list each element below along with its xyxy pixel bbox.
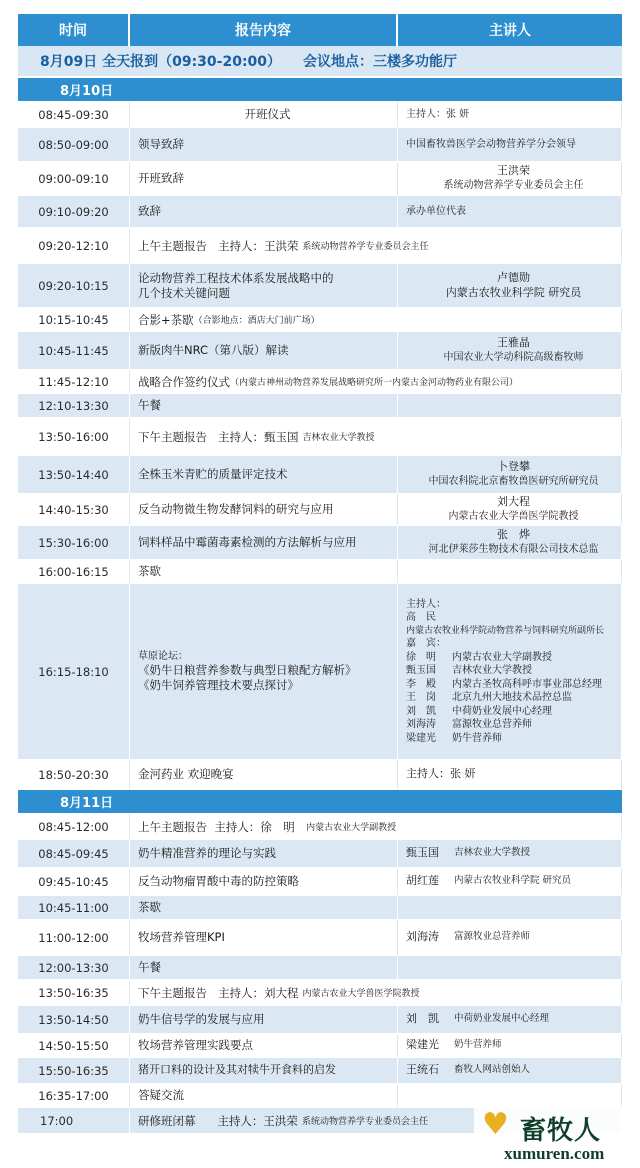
guest-row (406, 678, 602, 692)
speaker-name: 刘大程 (497, 495, 530, 509)
time-cell: 15:30-16:00 (18, 526, 130, 559)
table-row (18, 264, 622, 308)
speaker-cell (398, 162, 622, 195)
time-cell: 10:45-11:45 (18, 332, 130, 369)
table-row (18, 308, 622, 332)
content-cell: 茶歇 (130, 896, 398, 919)
guest-name: 徐 明 (406, 651, 436, 663)
speaker-name: 王洪荣 (497, 164, 530, 178)
content-cell: 饲料样品中霉菌毒素检测的方法解析与应用 (130, 526, 398, 559)
day-header: 8月10日 (18, 78, 622, 102)
session-host: 主持人：甄玉国 (217, 429, 299, 444)
forum-talk: 《奶牛日粮营养参数与典型日粮配方解析》 (138, 663, 357, 678)
forum-host-name: 高 民 (406, 612, 436, 624)
speaker-cell (398, 394, 622, 417)
time-cell: 18:50-20:30 (18, 760, 130, 789)
guest-name: 李 殿 (406, 678, 436, 690)
agenda-table (18, 14, 622, 1134)
table-row (18, 370, 622, 394)
time-cell: 11:45-12:10 (18, 370, 130, 393)
session-host-note: 吉林农业大学教授 (302, 433, 375, 443)
speaker-cell (398, 1006, 622, 1033)
time-cell: 13:50-14:50 (18, 1006, 130, 1033)
table-row (18, 584, 622, 760)
table-row (18, 162, 622, 196)
guest-name: 刘 凯 (406, 705, 436, 717)
table-row (18, 228, 622, 264)
guest-row (406, 718, 532, 732)
speaker-cell: 主持人：张 妍 (398, 102, 622, 127)
session-cell (130, 418, 622, 455)
guest-row (406, 664, 532, 678)
table-row (18, 128, 622, 162)
logo-name: 畜牧人 (520, 1116, 602, 1146)
time-cell: 17:00 (18, 1108, 130, 1133)
content-cell: 开班仪式 (130, 102, 398, 127)
content-cell: 茶歇 (130, 560, 398, 583)
time-cell: 16:00-16:15 (18, 560, 130, 583)
speaker-cell: 中国畜牧兽医学会动物营养学分会领导 (398, 128, 622, 161)
registration-row (18, 46, 622, 78)
session-title: 合影+茶歇 (138, 312, 194, 327)
content-cell (130, 264, 398, 307)
speaker-title: 吉林农业大学教授 (454, 847, 531, 859)
time-cell: 09:20-12:10 (18, 228, 130, 263)
time-cell: 13:50-16:00 (18, 418, 130, 455)
table-row (18, 1006, 622, 1034)
speaker-title: 系统动物营养学专业委员会主任 (443, 180, 584, 192)
day-header: 8月11日 (18, 790, 622, 814)
guest-row (406, 691, 572, 705)
logo-url: xumuren.com (504, 1144, 605, 1163)
table-row (18, 102, 622, 128)
speaker-title: 中国农科院北京畜牧兽医研究所研究员 (428, 476, 599, 488)
speaker-cell (398, 1058, 622, 1083)
time-cell: 08:45-09:45 (18, 840, 130, 867)
content-cell: 奶牛精准营养的理论与实践 (130, 840, 398, 867)
guest-row (406, 732, 502, 746)
session-note: （合影地点：酒店大门前广场） (193, 316, 320, 326)
session-title: 上午主题报告 (138, 238, 207, 253)
speaker-cell (398, 840, 622, 867)
heart-icon: ♥ (482, 1107, 509, 1142)
guest-title: 内蒙古圣牧高科呼市事业部总经理 (452, 678, 602, 690)
speaker-cell (398, 1034, 622, 1057)
session-cell (130, 308, 622, 331)
time-cell: 13:50-16:35 (18, 980, 130, 1005)
session-host: 主持人：刘大程 (217, 985, 299, 1000)
speaker-cell (398, 956, 622, 979)
content-cell: 领导致辞 (130, 128, 398, 161)
table-row (18, 814, 622, 840)
table-row (18, 196, 622, 228)
time-cell: 08:50-09:00 (18, 128, 130, 161)
time-cell: 16:15-18:10 (18, 584, 130, 759)
speaker-cell (398, 560, 622, 583)
speaker-name: 王统石 (406, 1063, 439, 1077)
guest-title: 富源牧业总营养师 (452, 719, 532, 731)
speaker-title: 内蒙古农业大学兽医学院教授 (448, 511, 579, 523)
table-row (18, 760, 622, 790)
speaker-name: 甄玉国 (406, 846, 439, 860)
talk-title-line: 论动物营养工程技术体系发展战略中的 (138, 270, 334, 285)
session-cell (130, 228, 622, 263)
session-host: 主持人：王洪荣 (217, 238, 299, 253)
speaker-title: 内蒙古农牧业科学院 研究员 (454, 875, 572, 887)
session-title: 下午主题报告 (138, 429, 207, 444)
registration-date: 8月09日 全天报到（09:30-20:00） (40, 54, 282, 70)
session-host-note: 内蒙古农业大学兽医学院教授 (302, 989, 420, 999)
session-cell (130, 814, 622, 839)
forum-label: 草原论坛： (138, 651, 188, 663)
session-title: 战略合作签约仪式 (138, 374, 230, 389)
table-row (18, 394, 622, 418)
content-cell: 致辞 (130, 196, 398, 227)
speaker-cell (398, 332, 622, 369)
time-cell: 09:45-10:45 (18, 868, 130, 895)
time-cell: 09:10-09:20 (18, 196, 130, 227)
session-host: 主持人：王洪荣 (217, 1113, 298, 1128)
time-cell: 13:50-14:40 (18, 456, 130, 493)
header-time: 时间 (18, 14, 130, 46)
session-host-note: 内蒙古农业大学副教授 (306, 823, 397, 833)
speaker-cell (398, 494, 622, 525)
time-cell: 09:20-10:15 (18, 264, 130, 307)
content-cell: 反刍动物微生物发酵饲料的研究与应用 (130, 494, 398, 525)
session-title: 下午主题报告 (138, 985, 207, 1000)
speaker-name: 梁建光 (406, 1038, 439, 1052)
forum-content-cell (130, 584, 398, 759)
speaker-title: 富源牧业总营养师 (454, 931, 531, 943)
speaker-title: 中荷奶业发展中心经理 (454, 1013, 550, 1025)
table-row (18, 840, 622, 868)
speaker-title: 河北伊莱莎生物技术有限公司技术总监 (428, 544, 599, 556)
content-cell: 午餐 (130, 956, 398, 979)
guest-title: 内蒙古农业大学副教授 (452, 651, 552, 663)
table-row (18, 868, 622, 896)
speaker-cell (398, 456, 622, 493)
content-cell: 答疑交流 (130, 1084, 398, 1107)
guest-title: 吉林农业大学教授 (452, 665, 532, 677)
forum-host-title: 内蒙古农牧业科学院动物营养与饲料研究所副所长 (406, 625, 605, 636)
table-row (18, 418, 622, 456)
table-row (18, 560, 622, 584)
speaker-cell (398, 868, 622, 895)
time-cell: 11:00-12:00 (18, 920, 130, 955)
guest-name: 梁建光 (406, 732, 436, 744)
guest-row (406, 705, 552, 719)
speaker-name: 卜登攀 (497, 460, 530, 474)
speaker-title: 内蒙古农牧业科学院 研究员 (445, 285, 582, 299)
content-cell: 全株玉米青贮的质量评定技术 (130, 456, 398, 493)
speaker-cell: 承办单位代表 (398, 196, 622, 227)
speaker-cell: 主持人：张 妍 (398, 760, 622, 789)
speaker-cell (398, 920, 622, 955)
table-row (18, 1034, 622, 1058)
time-cell: 10:45-11:00 (18, 896, 130, 919)
table-row (18, 980, 622, 1006)
content-cell: 牧场营养管理实践要点 (130, 1034, 398, 1057)
table-row (18, 1084, 622, 1108)
speaker-title: 奶牛营养师 (454, 1039, 502, 1051)
time-cell: 12:00-13:30 (18, 956, 130, 979)
content-cell: 开班致辞 (130, 162, 398, 195)
speaker-name: 刘海涛 (406, 930, 439, 944)
session-title: 研修班闭幕 (138, 1113, 196, 1128)
content-cell: 牧场营养管理KPI (130, 920, 398, 955)
guest-name: 刘海涛 (406, 719, 436, 731)
session-note: （内蒙古神州动物营养发展战略研究所一内蒙古金河动物药业有限公司） (230, 378, 519, 388)
guest-row (406, 651, 552, 665)
guest-name: 王 岗 (406, 692, 436, 704)
content-cell: 奶牛信号学的发展与应用 (130, 1006, 398, 1033)
content-cell: 金河药业 欢迎晚宴 (130, 760, 398, 789)
talk-title-line: 几个技术关键问题 (138, 285, 230, 300)
content-cell: 反刍动物瘤胃酸中毒的防控策略 (130, 868, 398, 895)
guest-name: 甄玉国 (406, 665, 436, 677)
speaker-name: 刘 凯 (406, 1012, 439, 1026)
session-host: 主持人：徐 明 (214, 819, 295, 834)
forum-guest-label: 嘉 宾： (406, 638, 446, 650)
guest-title: 北京九州大地技术品控总监 (452, 692, 572, 704)
table-row (18, 896, 622, 920)
speaker-title: 中国农业大学动科院高级畜牧师 (443, 352, 584, 364)
session-cell (130, 980, 622, 1005)
time-cell: 12:10-13:30 (18, 394, 130, 417)
forum-host-label: 主持人： (406, 598, 446, 610)
time-cell: 10:15-10:45 (18, 308, 130, 331)
speaker-title: 畜牧人网站创始人 (454, 1064, 531, 1076)
time-cell: 09:00-09:10 (18, 162, 130, 195)
session-cell (130, 370, 622, 393)
site-logo (474, 1106, 634, 1166)
time-cell: 14:40-15:30 (18, 494, 130, 525)
forum-talk: 《奶牛饲养管理技术要点探讨》 (138, 678, 299, 692)
header-content: 报告内容 (130, 14, 398, 46)
speaker-cell (398, 896, 622, 919)
guest-title: 奶牛营养师 (452, 732, 502, 744)
table-row (18, 956, 622, 980)
header-speaker: 主讲人 (489, 23, 531, 39)
speaker-name: 王雅晶 (497, 336, 530, 350)
table-row (18, 456, 622, 494)
content-cell: 新版肉牛NRC（第八版）解读 (130, 332, 398, 369)
time-cell: 14:50-15:50 (18, 1034, 130, 1057)
table-row (18, 920, 622, 956)
session-host-note: 系统动物营养学专业委员会主任 (301, 1117, 428, 1127)
content-cell: 午餐 (130, 394, 398, 417)
session-host-note: 系统动物营养学专业委员会主任 (302, 242, 429, 252)
registration-venue: 会议地点：三楼多功能厅 (303, 54, 458, 70)
time-cell: 15:50-16:35 (18, 1058, 130, 1083)
speaker-cell (398, 1084, 622, 1107)
speaker-cell (398, 264, 622, 307)
table-row (18, 1058, 622, 1084)
speaker-name: 胡红莲 (406, 874, 439, 888)
guest-title: 中荷奶业发展中心经理 (452, 705, 552, 717)
table-header (18, 14, 622, 46)
speaker-cell (398, 526, 622, 559)
time-cell: 08:45-12:00 (18, 814, 130, 839)
time-cell: 08:45-09:30 (18, 102, 130, 127)
content-cell: 猪开口料的设计及其对犊牛开食料的启发 (130, 1058, 398, 1083)
speaker-name: 张 烨 (497, 528, 530, 542)
speaker-name: 卢德勋 (497, 270, 530, 284)
table-row (18, 332, 622, 370)
table-row (18, 494, 622, 526)
table-row (18, 526, 622, 560)
forum-speaker-cell (398, 584, 622, 759)
time-cell: 16:35-17:00 (18, 1084, 130, 1107)
session-title: 上午主题报告 (138, 819, 207, 834)
